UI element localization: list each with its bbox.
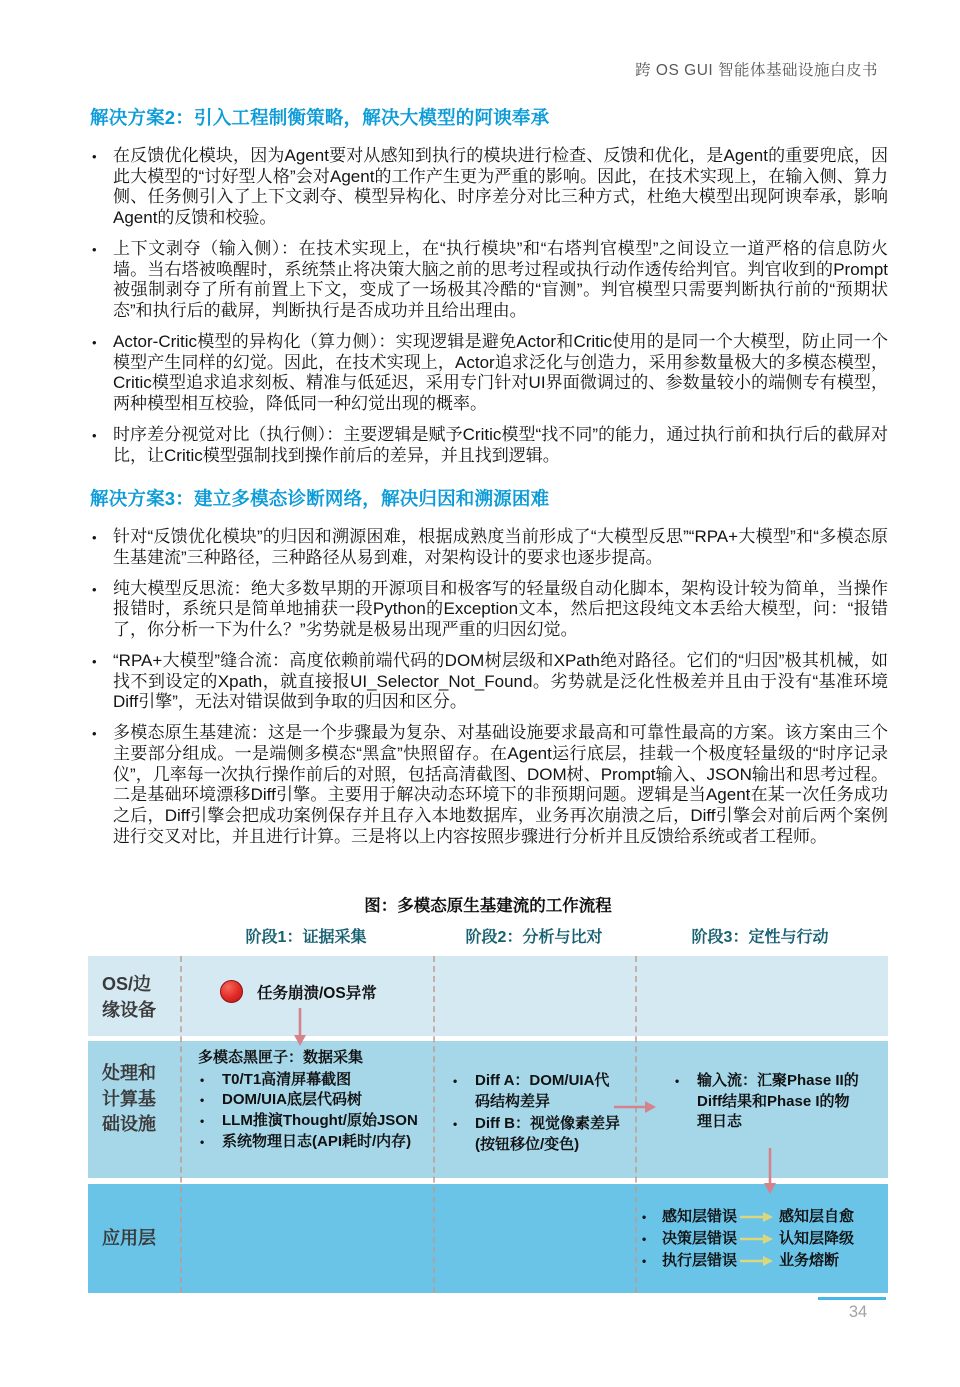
bullet-icon: • [92,149,97,164]
list-item: • DOM/UIA底层代码树 [198,1090,436,1111]
incident-label: 任务崩溃/OS异常 [257,984,377,1002]
list-item: • 针对“反馈优化模块”的归因和溯源困难，根据成熟度当前形成了“大模型反思”“RPA+大模型”和“多模态原生基建流”三种路径，三种路径从易到难，对架构设计的要求也逐步提高。 [88,527,888,568]
bullet-icon: • [92,530,97,546]
list-item: • Actor-Critic模型的异构化（算力侧）：实现逻辑是避免Actor和Critic使用的是同一个大模型，防止同一个模型产生同样的幻觉。因此，在技术实现上，Actor追求泛化与创造力，采用参数量极大的多模态模型，Critic模型追求追求刻板、精准与低延迟，采用专门针对UI界面微调过的、参数量较小的端侧专有模型，两种模型相互校验，降低同一种幻觉出现的概率。 [88,332,888,415]
action-row: • 执行层错误 业务熔断 [642,1251,840,1269]
phase-header-row [88,924,888,950]
bullet-icon: • [642,1253,647,1268]
incident-indicator [220,980,377,1003]
list-item: • 纯大模型反思流：绝大多数早期的开源项目和极客写的轻量级自动化脚本，架构设计较为简单，当操作报错时，系统只是简单地捕获一段Python的Exception文本，然后把这段纯文本丢给大模型，问：“报错了，你分析一下为什么？”劣势就是极易出现严重的归因幻觉。 [88,579,888,641]
list-item: • 输入流：汇聚Phase II的Diff结果和Phase I的物理日志 [673,1071,863,1133]
bullet-icon: • [200,1093,205,1108]
list-item: • LLM推演Thought/原始JSON [198,1111,436,1132]
column-divider [635,956,637,1293]
row-label-os-edge: OS/边缘设备 [102,974,156,1020]
page-number: 34 [848,1303,868,1321]
list-item: • 系统物理日志(API耗时/内存) [198,1132,436,1153]
list-item: • Diff B：视觉像素差异(按钮移位/变色) [451,1114,623,1155]
bullet-icon: • [92,653,97,669]
bullet-icon: • [92,581,97,597]
list-item: • 多模态原生基建流：这是一个步骤最为复杂、对基础设施要求最高和可靠性最高的方案。该方案由三个主要部分组成。一是端侧多模态“黑盒”快照留存。在Agent运行底层，挂载一个极度轻量级的“时序记录仪”，几率每一次执行操作前后的对照，包括高清截图、DOM树、Prompt输入、JSON输出和思考过程。二是基础环境漂移Diff引擎。主要用于解决动态环境下的非预期问题。逻辑是当Agent在某一次任务成功之后，Diff引擎会把成功案例保存并且存入本地数据库，业务再次崩溃之后，Diff引擎会对前后两个案例进行交叉对比，并且进行计算。三是将以上内容按照步骤进行分析并且反馈给系统或者工程师。 [88,723,888,847]
bullet-icon: • [92,241,97,257]
bullet-icon: • [92,726,97,742]
list-item: • “RPA+大模型”缝合流：高度依赖前端代码的DOM树层级和XPath绝对路径。它们的“归因”极其机械，如找不到设定的Xpath，就直接报UI_Selector_Not_Found。劣势就是泛化性极差并且由于没有“基准环境Diff引擎”，无法对错误做到争取的归因和区分。 [88,651,888,713]
list-item: • Diff A：DOM/UIA代码结构差异 [451,1071,623,1112]
bullet-icon: • [453,1074,458,1088]
phase-2-label: 阶段2：分析与比对 [465,929,603,946]
workflow-diagram [88,956,888,1293]
action-row: • 决策层错误 认知层降级 [642,1229,855,1247]
section-2-heading: 解决方案2：引入工程制衡策略，解决大模型的阿谀奉承 [90,107,550,128]
workflow-figure [88,892,888,1293]
alert-dot-icon [220,980,243,1003]
bullet-icon: • [453,1117,458,1132]
footer-accent-line [818,1297,886,1300]
bullet-icon: • [200,1134,205,1149]
bullet-icon: • [92,334,97,350]
bullet-icon: • [200,1114,205,1129]
column-divider [180,956,182,1293]
phase-1-label: 阶段1：证据采集 [245,929,367,946]
right-arrow-icon [739,1211,775,1223]
right-arrow-icon [739,1255,775,1267]
action-row: • 感知层错误 感知层自愈 [642,1207,855,1225]
list-item: • 在反馈优化模块，因为Agent要对从感知到执行的模块进行检查、反馈和优化，是Agent的重要兜底，因此大模型的“讨好型人格”会对Agent的工作产生更为严重的影响。因此，在技术实现上，在输入侧、算力侧、任务侧引入了上下文剥夺、模型异构化、时序差分对比三种方式，杜绝大模型出现阿谀奉承，影响Agent的反馈和校验。 [88,146,888,229]
page-content [88,104,888,858]
bullet-icon: • [642,1231,647,1246]
list-item: • 时序差分视觉对比（执行侧）：主要逻辑是赋予Critic模型“找不同”的能力，通过执行前和执行后的截屏对比，让Critic模型强制找到操作前后的差异，并且找到逻辑。 [88,425,888,466]
phase-3-label: 阶段3：定性与行动 [691,929,829,946]
row-label-application: 应用层 [102,1228,156,1248]
right-arrow-icon [739,1233,775,1245]
band-os-edge [88,956,888,1036]
bullet-icon: • [642,1209,647,1224]
document-header-title: 跨 OS GUI 智能体基础设施白皮书 [635,62,878,79]
blackbox-group [198,1048,436,1152]
blackbox-title: 多模态黑匣子：数据采集 [198,1049,364,1066]
bullet-icon: • [200,1072,205,1087]
list-item: • 上下文剥夺（输入侧）：在技术实现上，在“执行模块”和“右塔判官模型”之间设立一道严格的信息防火墙。当右塔被唤醒时，系统禁止将决策大脑之前的思考过程或执行动作透传给判官。判官收到的Prompt被强制剥夺了所有前置上下文，变成了一场极其冷酷的“盲测”。判官模型只需要判断执行前的“预期状态”和执行后的截屏，判断执行是否成功并且给出理由。 [88,239,888,322]
bullet-icon: • [92,427,97,443]
input-stream-group [673,1071,863,1133]
list-item: • T0/T1高清屏幕截图 [198,1070,436,1091]
diff-group [451,1071,623,1158]
bullet-icon: • [675,1074,680,1088]
section-3-heading: 解决方案3：建立多模态诊断网络，解决归因和溯源困难 [90,488,550,510]
figure-caption: 图：多模态原生基建流的工作流程 [364,897,612,915]
row-label-compute-infra: 处理和计算基础设施 [102,1063,156,1135]
action-mapping-group [640,1206,885,1272]
